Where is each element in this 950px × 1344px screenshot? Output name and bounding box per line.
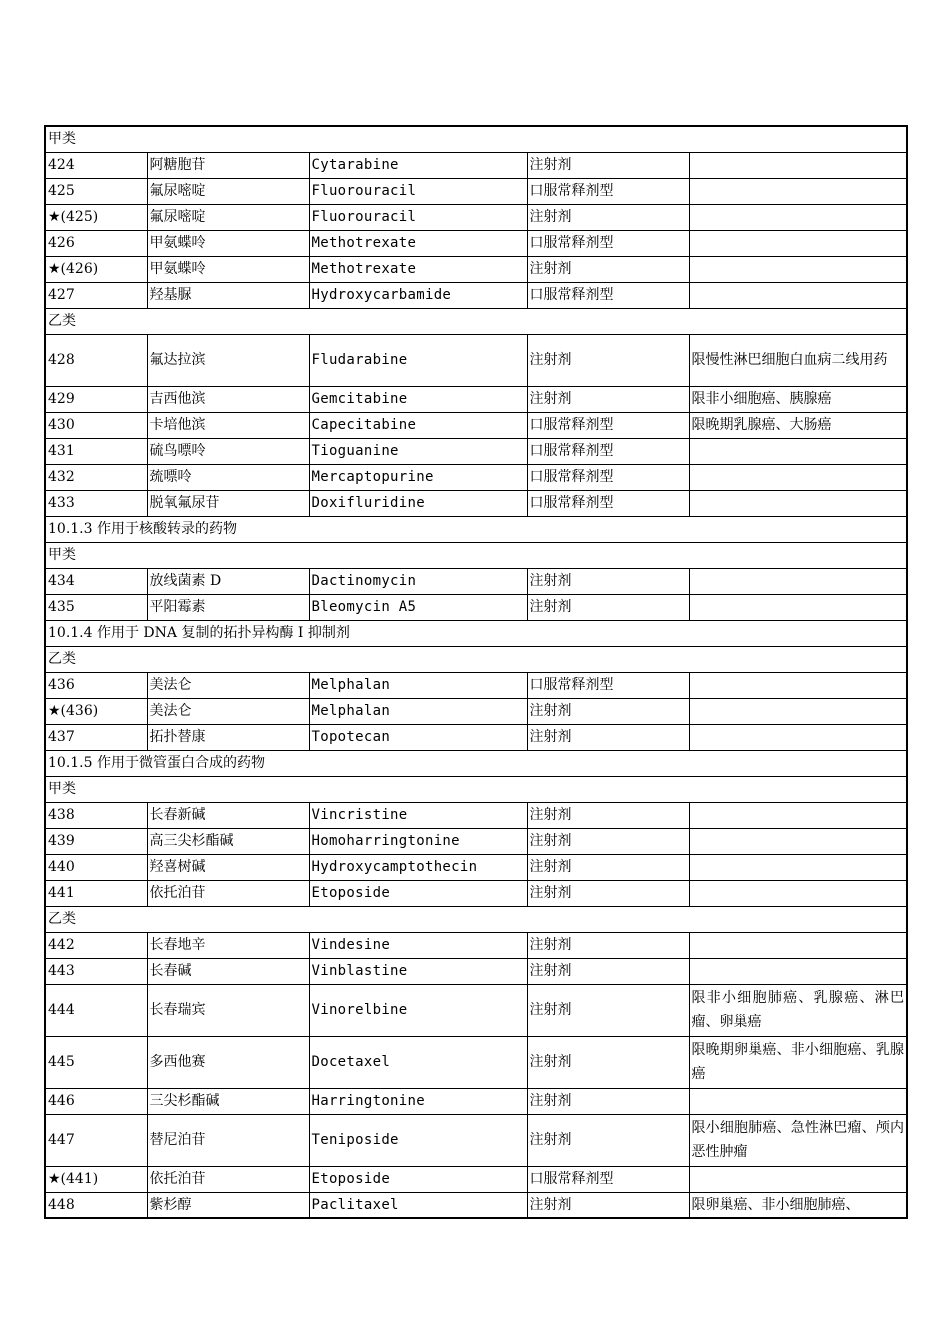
section-header: 10.1.4 作用于 DNA 复制的拓扑异构酶 I 抑制剂 bbox=[45, 620, 907, 646]
table-row bbox=[45, 256, 907, 282]
drug-english-name-cell: Bleomycin A5 bbox=[309, 594, 527, 620]
drug-number-cell: 428 bbox=[45, 334, 147, 386]
table-row bbox=[45, 568, 907, 594]
restriction-note-cell bbox=[689, 932, 907, 958]
table-row bbox=[45, 854, 907, 880]
restriction-note-cell bbox=[689, 464, 907, 490]
dosage-form-cell: 注射剂 bbox=[527, 1036, 689, 1088]
dosage-form-cell: 注射剂 bbox=[527, 256, 689, 282]
dosage-form-cell: 口服常释剂型 bbox=[527, 1166, 689, 1192]
drug-english-name-cell: Tioguanine bbox=[309, 438, 527, 464]
section-header-row bbox=[45, 906, 907, 932]
drug-chinese-name-cell: 甲氨蝶呤 bbox=[147, 230, 309, 256]
section-header: 乙类 bbox=[45, 906, 907, 932]
drug-chinese-name-cell: 高三尖杉酯碱 bbox=[147, 828, 309, 854]
drug-english-name-cell: Mercaptopurine bbox=[309, 464, 527, 490]
section-header: 甲类 bbox=[45, 126, 907, 152]
drug-number-cell: 434 bbox=[45, 568, 147, 594]
dosage-form-cell: 口服常释剂型 bbox=[527, 178, 689, 204]
dosage-form-cell: 口服常释剂型 bbox=[527, 490, 689, 516]
dosage-form-cell: 口服常释剂型 bbox=[527, 464, 689, 490]
dosage-form-cell: 注射剂 bbox=[527, 698, 689, 724]
drug-english-name-cell: Melphalan bbox=[309, 698, 527, 724]
drug-number-cell: ★(426) bbox=[45, 256, 147, 282]
table-row bbox=[45, 152, 907, 178]
restriction-note-cell bbox=[689, 672, 907, 698]
restriction-note-cell bbox=[689, 230, 907, 256]
drug-chinese-name-cell: 美法仑 bbox=[147, 672, 309, 698]
drug-english-name-cell: Etoposide bbox=[309, 880, 527, 906]
table-row bbox=[45, 672, 907, 698]
dosage-form-cell: 注射剂 bbox=[527, 724, 689, 750]
section-header: 乙类 bbox=[45, 646, 907, 672]
restriction-note-cell bbox=[689, 854, 907, 880]
drug-english-name-cell: Paclitaxel bbox=[309, 1192, 527, 1218]
drug-chinese-name-cell: 氟尿嘧啶 bbox=[147, 178, 309, 204]
table-row bbox=[45, 1166, 907, 1192]
dosage-form-cell: 注射剂 bbox=[527, 568, 689, 594]
drug-table-body bbox=[45, 126, 907, 1218]
table-row bbox=[45, 594, 907, 620]
restriction-note-cell bbox=[689, 490, 907, 516]
restriction-note-cell bbox=[689, 802, 907, 828]
drug-number-cell: 440 bbox=[45, 854, 147, 880]
drug-chinese-name-cell: 氟尿嘧啶 bbox=[147, 204, 309, 230]
section-header-row bbox=[45, 308, 907, 334]
restriction-note-cell bbox=[689, 568, 907, 594]
drug-chinese-name-cell: 依托泊苷 bbox=[147, 880, 309, 906]
drug-number-cell: 436 bbox=[45, 672, 147, 698]
drug-english-name-cell: Teniposide bbox=[309, 1114, 527, 1166]
drug-english-name-cell: Dactinomycin bbox=[309, 568, 527, 594]
drug-number-cell: 446 bbox=[45, 1088, 147, 1114]
table-row bbox=[45, 880, 907, 906]
dosage-form-cell: 注射剂 bbox=[527, 204, 689, 230]
drug-english-name-cell: Fluorouracil bbox=[309, 178, 527, 204]
drug-english-name-cell: Melphalan bbox=[309, 672, 527, 698]
table-row bbox=[45, 724, 907, 750]
drug-number-cell: 441 bbox=[45, 880, 147, 906]
section-header-row bbox=[45, 646, 907, 672]
drug-chinese-name-cell: 多西他赛 bbox=[147, 1036, 309, 1088]
drug-number-cell: 445 bbox=[45, 1036, 147, 1088]
drug-number-cell: 444 bbox=[45, 984, 147, 1036]
table-row bbox=[45, 1114, 907, 1166]
table-row bbox=[45, 698, 907, 724]
section-header: 甲类 bbox=[45, 776, 907, 802]
drug-chinese-name-cell: 依托泊苷 bbox=[147, 1166, 309, 1192]
drug-number-cell: 442 bbox=[45, 932, 147, 958]
drug-english-name-cell: Methotrexate bbox=[309, 230, 527, 256]
section-header-row bbox=[45, 750, 907, 776]
drug-english-name-cell: Capecitabine bbox=[309, 412, 527, 438]
drug-chinese-name-cell: 拓扑替康 bbox=[147, 724, 309, 750]
dosage-form-cell: 注射剂 bbox=[527, 1192, 689, 1218]
restriction-note-cell bbox=[689, 178, 907, 204]
dosage-form-cell: 口服常释剂型 bbox=[527, 282, 689, 308]
restriction-note-cell: 限慢性淋巴细胞白血病二线用药 bbox=[689, 334, 907, 386]
restriction-note-cell bbox=[689, 594, 907, 620]
drug-chinese-name-cell: 巯嘌呤 bbox=[147, 464, 309, 490]
restriction-note-cell bbox=[689, 1166, 907, 1192]
table-row bbox=[45, 802, 907, 828]
drug-chinese-name-cell: 长春新碱 bbox=[147, 802, 309, 828]
table-row bbox=[45, 230, 907, 256]
dosage-form-cell: 注射剂 bbox=[527, 334, 689, 386]
table-row bbox=[45, 412, 907, 438]
drug-english-name-cell: Hydroxycarbamide bbox=[309, 282, 527, 308]
table-row bbox=[45, 282, 907, 308]
drug-chinese-name-cell: 美法仑 bbox=[147, 698, 309, 724]
drug-english-name-cell: Vinblastine bbox=[309, 958, 527, 984]
table-row bbox=[45, 1192, 907, 1218]
drug-english-name-cell: Methotrexate bbox=[309, 256, 527, 282]
drug-number-cell: 438 bbox=[45, 802, 147, 828]
dosage-form-cell: 注射剂 bbox=[527, 932, 689, 958]
table-row bbox=[45, 438, 907, 464]
restriction-note-cell: 限小细胞肺癌、急性淋巴瘤、颅内恶性肿瘤 bbox=[689, 1114, 907, 1166]
table-row bbox=[45, 958, 907, 984]
drug-number-cell: 448 bbox=[45, 1192, 147, 1218]
drug-chinese-name-cell: 吉西他滨 bbox=[147, 386, 309, 412]
drug-english-name-cell: Doxifluridine bbox=[309, 490, 527, 516]
restriction-note-cell bbox=[689, 438, 907, 464]
drug-chinese-name-cell: 脱氧氟尿苷 bbox=[147, 490, 309, 516]
drug-number-cell: 435 bbox=[45, 594, 147, 620]
section-header-row bbox=[45, 126, 907, 152]
drug-english-name-cell: Gemcitabine bbox=[309, 386, 527, 412]
drug-number-cell: 447 bbox=[45, 1114, 147, 1166]
restriction-note-cell bbox=[689, 724, 907, 750]
dosage-form-cell: 注射剂 bbox=[527, 854, 689, 880]
table-row bbox=[45, 1088, 907, 1114]
restriction-note-cell: 限晚期卵巢癌、非小细胞癌、乳腺癌 bbox=[689, 1036, 907, 1088]
drug-number-cell: 431 bbox=[45, 438, 147, 464]
table-row bbox=[45, 490, 907, 516]
drug-chinese-name-cell: 三尖杉酯碱 bbox=[147, 1088, 309, 1114]
restriction-note-cell: 限非小细胞肺癌、乳腺癌、淋巴瘤、卵巢癌 bbox=[689, 984, 907, 1036]
drug-chinese-name-cell: 替尼泊苷 bbox=[147, 1114, 309, 1166]
drug-english-name-cell: Vincristine bbox=[309, 802, 527, 828]
table-row bbox=[45, 334, 907, 386]
drug-number-cell: 429 bbox=[45, 386, 147, 412]
section-header-row bbox=[45, 620, 907, 646]
drug-english-name-cell: Docetaxel bbox=[309, 1036, 527, 1088]
table-row bbox=[45, 932, 907, 958]
drug-chinese-name-cell: 紫杉醇 bbox=[147, 1192, 309, 1218]
section-header-row bbox=[45, 542, 907, 568]
drug-number-cell: ★(425) bbox=[45, 204, 147, 230]
dosage-form-cell: 注射剂 bbox=[527, 386, 689, 412]
table-row bbox=[45, 204, 907, 230]
dosage-form-cell: 注射剂 bbox=[527, 594, 689, 620]
drug-english-name-cell: Cytarabine bbox=[309, 152, 527, 178]
section-header: 10.1.3 作用于核酸转录的药物 bbox=[45, 516, 907, 542]
dosage-form-cell: 口服常释剂型 bbox=[527, 412, 689, 438]
drug-english-name-cell: Topotecan bbox=[309, 724, 527, 750]
table-row bbox=[45, 828, 907, 854]
drug-chinese-name-cell: 卡培他滨 bbox=[147, 412, 309, 438]
dosage-form-cell: 注射剂 bbox=[527, 828, 689, 854]
dosage-form-cell: 注射剂 bbox=[527, 958, 689, 984]
section-header: 10.1.5 作用于微管蛋白合成的药物 bbox=[45, 750, 907, 776]
drug-number-cell: 443 bbox=[45, 958, 147, 984]
dosage-form-cell: 口服常释剂型 bbox=[527, 672, 689, 698]
drug-number-cell: 430 bbox=[45, 412, 147, 438]
table-row bbox=[45, 1036, 907, 1088]
section-header: 甲类 bbox=[45, 542, 907, 568]
restriction-note-cell: 限非小细胞癌、胰腺癌 bbox=[689, 386, 907, 412]
restriction-note-cell bbox=[689, 958, 907, 984]
drug-chinese-name-cell: 长春瑞宾 bbox=[147, 984, 309, 1036]
restriction-note-cell: 限卵巢癌、非小细胞肺癌、 bbox=[689, 1192, 907, 1218]
drug-number-cell: 432 bbox=[45, 464, 147, 490]
dosage-form-cell: 口服常释剂型 bbox=[527, 438, 689, 464]
table-row bbox=[45, 984, 907, 1036]
drug-chinese-name-cell: 氟达拉滨 bbox=[147, 334, 309, 386]
drug-chinese-name-cell: 阿糖胞苷 bbox=[147, 152, 309, 178]
drug-chinese-name-cell: 硫鸟嘌呤 bbox=[147, 438, 309, 464]
dosage-form-cell: 注射剂 bbox=[527, 152, 689, 178]
drug-english-name-cell: Fludarabine bbox=[309, 334, 527, 386]
dosage-form-cell: 注射剂 bbox=[527, 1114, 689, 1166]
dosage-form-cell: 注射剂 bbox=[527, 880, 689, 906]
restriction-note-cell bbox=[689, 828, 907, 854]
restriction-note-cell bbox=[689, 256, 907, 282]
section-header-row bbox=[45, 516, 907, 542]
drug-english-name-cell: Fluorouracil bbox=[309, 204, 527, 230]
drug-number-cell: 427 bbox=[45, 282, 147, 308]
restriction-note-cell: 限晚期乳腺癌、大肠癌 bbox=[689, 412, 907, 438]
dosage-form-cell: 注射剂 bbox=[527, 1088, 689, 1114]
drug-number-cell: ★(441) bbox=[45, 1166, 147, 1192]
drug-chinese-name-cell: 平阳霉素 bbox=[147, 594, 309, 620]
drug-english-name-cell: Vinorelbine bbox=[309, 984, 527, 1036]
drug-chinese-name-cell: 放线菌素 D bbox=[147, 568, 309, 594]
restriction-note-cell bbox=[689, 698, 907, 724]
dosage-form-cell: 口服常释剂型 bbox=[527, 230, 689, 256]
table-row bbox=[45, 464, 907, 490]
drug-english-name-cell: Etoposide bbox=[309, 1166, 527, 1192]
dosage-form-cell: 注射剂 bbox=[527, 984, 689, 1036]
restriction-note-cell bbox=[689, 152, 907, 178]
restriction-note-cell bbox=[689, 204, 907, 230]
drug-number-cell: 424 bbox=[45, 152, 147, 178]
table-row bbox=[45, 178, 907, 204]
restriction-note-cell bbox=[689, 1088, 907, 1114]
drug-number-cell: ★(436) bbox=[45, 698, 147, 724]
drug-chinese-name-cell: 长春地辛 bbox=[147, 932, 309, 958]
dosage-form-cell: 注射剂 bbox=[527, 802, 689, 828]
restriction-note-cell bbox=[689, 282, 907, 308]
drug-number-cell: 425 bbox=[45, 178, 147, 204]
restriction-note-cell bbox=[689, 880, 907, 906]
drug-english-name-cell: Hydroxycamptothecin bbox=[309, 854, 527, 880]
drug-chinese-name-cell: 羟喜树碱 bbox=[147, 854, 309, 880]
table-row bbox=[45, 386, 907, 412]
drug-english-name-cell: Homoharringtonine bbox=[309, 828, 527, 854]
drug-number-cell: 433 bbox=[45, 490, 147, 516]
section-header-row bbox=[45, 776, 907, 802]
drug-english-name-cell: Harringtonine bbox=[309, 1088, 527, 1114]
drug-number-cell: 437 bbox=[45, 724, 147, 750]
drug-list-table bbox=[44, 125, 908, 1219]
drug-english-name-cell: Vindesine bbox=[309, 932, 527, 958]
drug-number-cell: 439 bbox=[45, 828, 147, 854]
section-header: 乙类 bbox=[45, 308, 907, 334]
drug-chinese-name-cell: 羟基脲 bbox=[147, 282, 309, 308]
drug-chinese-name-cell: 甲氨蝶呤 bbox=[147, 256, 309, 282]
drug-number-cell: 426 bbox=[45, 230, 147, 256]
drug-chinese-name-cell: 长春碱 bbox=[147, 958, 309, 984]
